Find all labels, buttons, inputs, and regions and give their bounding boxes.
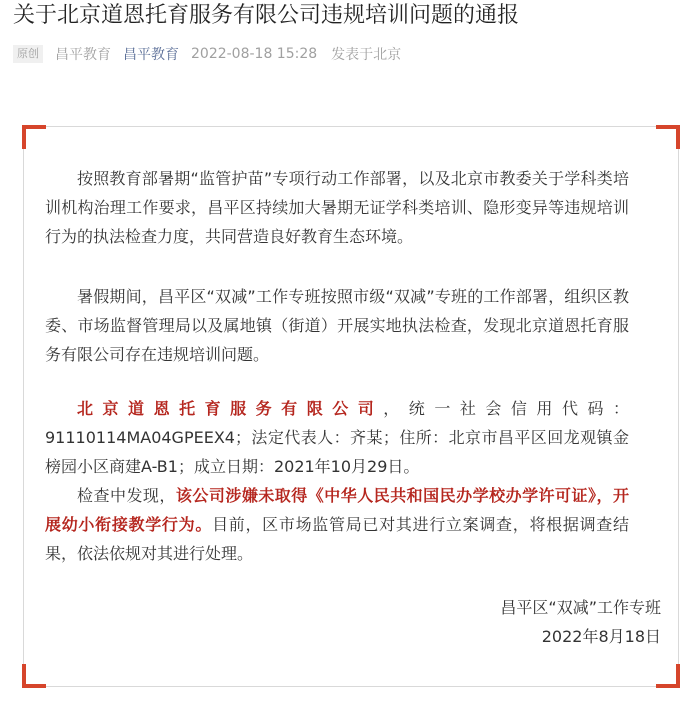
violation-highlight: 该公司涉嫌未取得《中华人民共和国民办学校办学许可证》，开展幼小衔接教学行为。 xyxy=(45,486,629,534)
frame-corner-top-right xyxy=(656,125,680,149)
original-badge: 原创 xyxy=(13,45,43,63)
finding-lead: 检查中发现， xyxy=(77,486,176,505)
frame-corner-top-left xyxy=(22,125,46,149)
publish-location: 发表于北京 xyxy=(331,47,402,63)
paragraph-3 xyxy=(45,394,629,481)
article-meta xyxy=(13,43,401,65)
author-name: 昌平教育 xyxy=(55,47,111,63)
company-name: 北京道恩托育服务有限公司 xyxy=(77,399,384,418)
publish-time: 2022-08-18 15:28 xyxy=(191,46,318,62)
paragraph-1: 按照教育部暑期“监管护苗”专项行动工作部署，以及北京市教委关于学科类培训机构治理工作要求，昌平区持续加大暑期无证学科类培训、隐形变异等违规培训行为的执法检查力度，共同营造良好教育生态环境。 xyxy=(45,169,629,246)
signature-org: 昌平区“双减”工作专班 xyxy=(500,598,661,617)
account-name-link[interactable]: 昌平教育 xyxy=(123,47,179,63)
finding-action: 目前，区市场监管局已对其进行立案调查，将根据调查结果，依法依规对其进行处理。 xyxy=(45,515,629,563)
paragraph-2: 暑假期间，昌平区“双减”工作专班按照市级“双减”专班的工作部署，组织区教委、市场监督管理局以及属地镇（街道）开展实地执法检查，发现北京道恩托育服务有限公司存在违规培训问题。 xyxy=(45,287,629,364)
company-details: ，统一社会信用代码：91110114MA04GPEEX4；法定代表人：齐某；住所：北京市昌平区回龙观镇金榜园小区商建A-B1；成立日期：2021年10月29日。 xyxy=(45,399,629,476)
paragraph-4 xyxy=(45,481,629,568)
signature-date: 2022年8月18日 xyxy=(541,627,661,646)
frame-corner-bottom-left xyxy=(22,664,46,688)
frame-corner-bottom-right xyxy=(656,664,680,688)
article-title: 关于北京道恩托育服务有限公司违规培训问题的通报 xyxy=(13,3,520,28)
